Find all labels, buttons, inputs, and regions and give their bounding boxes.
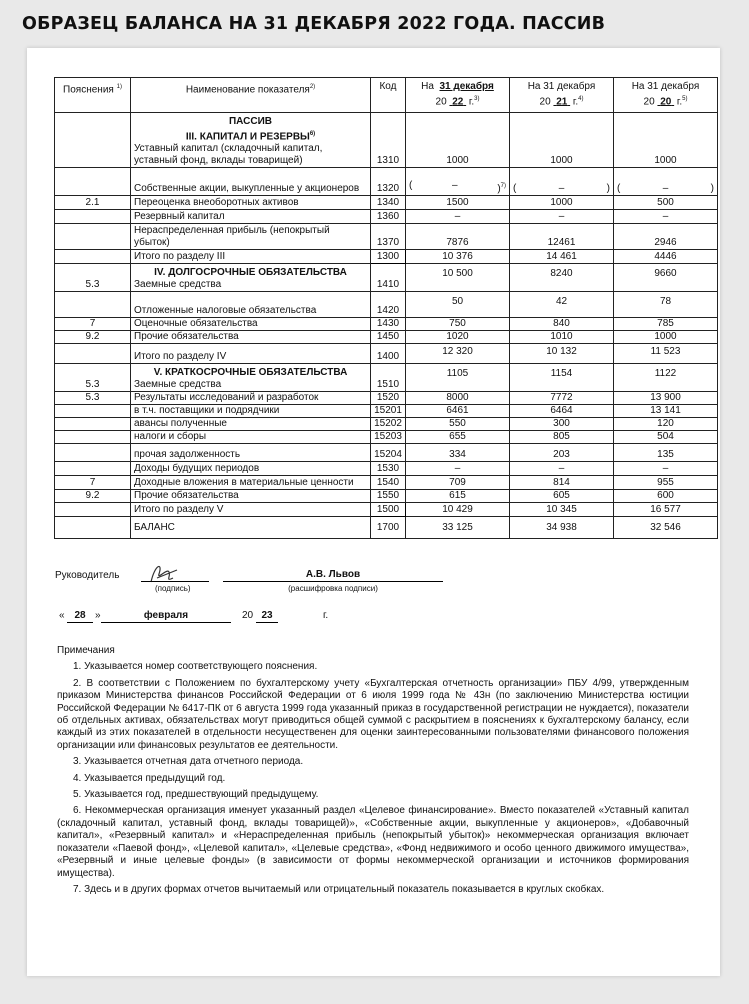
table-cell: 1510 bbox=[371, 364, 406, 392]
signer-name-caption: (расшифровка подписи) bbox=[288, 584, 378, 593]
table-cell bbox=[55, 168, 131, 196]
table-cell: 1370 bbox=[371, 224, 406, 250]
table-cell: 7772 bbox=[510, 392, 614, 405]
table-cell: 1340 bbox=[371, 196, 406, 210]
table-cell: 1020 bbox=[406, 331, 510, 344]
date-quote-open: « bbox=[59, 610, 65, 621]
table-cell: БАЛАНС bbox=[131, 517, 371, 539]
table-cell: 32 546 bbox=[614, 517, 718, 539]
table-cell: 615 bbox=[406, 490, 510, 503]
table-cell: – bbox=[510, 210, 614, 224]
table-cell: 10 132 bbox=[510, 344, 614, 364]
table-cell: – bbox=[406, 462, 510, 476]
table-cell: 709 bbox=[406, 476, 510, 490]
table-cell: 9.2 bbox=[55, 490, 131, 503]
table-cell bbox=[55, 113, 131, 168]
table-cell: Доходные вложения в материальные ценности bbox=[131, 476, 371, 490]
date-month-line bbox=[101, 622, 231, 623]
table-row bbox=[55, 444, 718, 462]
table-cell: 12 320 bbox=[406, 344, 510, 364]
table-cell: – bbox=[614, 462, 718, 476]
note-3: 3. Указывается отчетная дата отчетного периода. bbox=[73, 756, 304, 768]
section-title-passive: ПАССИВ bbox=[228, 115, 272, 127]
table-cell bbox=[55, 418, 131, 431]
table-cell: Переоценка внеоборотных активов bbox=[131, 196, 371, 210]
table-cell: 15201 bbox=[371, 405, 406, 418]
date-day: 28 bbox=[74, 610, 86, 621]
table-cell: 600 bbox=[614, 490, 718, 503]
table-row bbox=[55, 364, 718, 392]
table-cell: 1420 bbox=[371, 292, 406, 318]
table-cell: 13 900 bbox=[614, 392, 718, 405]
table-cell: 5.3 bbox=[55, 264, 131, 292]
table-cell: 11 523 bbox=[614, 344, 718, 364]
note-4: 4. Указывается предыдущий год. bbox=[73, 772, 226, 784]
note-2: 2. В соответствии с Положением по бухгалтерскому учету «Бухгалтерская отчетность организации» ПБУ 4/99, утвержденным приказом Министерства финансов Российской Федерации от 6 июля 1999 года № 43н (по заключению Министерства юстиции Российской Федерации № 6417-ПК от 6 августа 1999 года указанный приказ в государственной регистрации не нуждается), показатели об отдельных активах, обязательствах могут приводиться общей суммой с раскрытием в пояснениях к бухгалтерскому балансу, если каждый из этих показателей в отдельности несущественен для оценки заинтересованными пользователями финансового положения организации или финансовых результатов ее деятельности. bbox=[57, 677, 689, 751]
table-cell: 1550 bbox=[371, 490, 406, 503]
table-cell: 10 500 bbox=[406, 264, 510, 292]
table-cell: 1500 bbox=[371, 503, 406, 517]
table-cell: 334 bbox=[406, 444, 510, 462]
table-row bbox=[55, 292, 718, 318]
table-cell: ПАССИВ III. КАПИТАЛ И РЕЗЕРВЫ$^{6)}$ Уставный капитал (складочный капитал, уставный фонд, вклады товарищей) bbox=[131, 113, 371, 168]
table-cell: Прочие обязательства bbox=[131, 490, 371, 503]
table-row bbox=[55, 224, 718, 250]
table-row bbox=[55, 113, 718, 168]
table-cell: 1122 bbox=[614, 364, 718, 392]
table-cell: Итого по разделу IV bbox=[131, 344, 371, 364]
note-6: 6. Некоммерческая организация именует указанный раздел «Целевое финансирование». Вместо показателей «Уставный капитал (складочный капитал, уставный фонд, вклады товарищей)», «Собственные акции, выкупленные у акционеров», «Добавочный капитал», «Резервный капитал» и «Нераспределенная прибыль (непокрытый убыток)» некоммерческая организация включает показатели «Паевой фонд», «Целевой капитал», «Целевые средства», «Фонд недвижимого и особо ценного движимого имущества», «Резервный и иные целевые фонды» (в зависимости от формы некоммерческой организации и источников формирования имущества). bbox=[57, 805, 689, 879]
date-year-line bbox=[256, 622, 278, 623]
table-cell: Резервный капитал bbox=[131, 210, 371, 224]
table-cell: 10 429 bbox=[406, 503, 510, 517]
table-cell: 500 bbox=[614, 196, 718, 210]
table-cell: – bbox=[406, 210, 510, 224]
table-row bbox=[55, 490, 718, 503]
table-cell: 6464 bbox=[510, 405, 614, 418]
table-cell: 1700 bbox=[371, 517, 406, 539]
table-cell bbox=[55, 210, 131, 224]
note-7: 7. Здесь и в других формах отчетов вычитаемый или отрицательный показатель показывается в круглых скобках. bbox=[73, 883, 605, 895]
table-cell: 34 938 bbox=[510, 517, 614, 539]
table-cell: 15202 bbox=[371, 418, 406, 431]
signature-icon bbox=[143, 560, 183, 586]
table-cell: 504 bbox=[614, 431, 718, 444]
date-year-suffix: г. bbox=[323, 610, 329, 621]
table-cell: 750 bbox=[406, 318, 510, 331]
table-row bbox=[55, 331, 718, 344]
date-year: 23 bbox=[261, 610, 273, 621]
table-row-balance bbox=[55, 517, 718, 539]
table-cell: 8240 bbox=[510, 264, 614, 292]
table-cell bbox=[55, 344, 131, 364]
table-cell: 1000 bbox=[510, 113, 614, 168]
table-cell: 120 bbox=[614, 418, 718, 431]
table-row bbox=[55, 405, 718, 418]
table-cell: 50 bbox=[406, 292, 510, 318]
table-row-total bbox=[55, 344, 718, 364]
table-cell: 1400 bbox=[371, 344, 406, 364]
table-cell: 300 bbox=[510, 418, 614, 431]
table-cell: 1000 bbox=[406, 113, 510, 168]
table-cell: ( – )$^{7)}$ bbox=[406, 168, 510, 196]
table-row-total bbox=[55, 250, 718, 264]
table-cell: в т.ч. поставщики и подрядчики bbox=[131, 405, 371, 418]
table-cell bbox=[55, 517, 131, 539]
table-cell: 16 577 bbox=[614, 503, 718, 517]
table-cell: 655 bbox=[406, 431, 510, 444]
note-1: 1. Указывается номер соответствующего пояснения. bbox=[73, 661, 318, 673]
header-notes: Пояснения $^{1)}$ bbox=[55, 78, 131, 113]
table-cell: авансы полученные bbox=[131, 418, 371, 431]
table-cell: 5.3 bbox=[55, 364, 131, 392]
table-cell: 840 bbox=[510, 318, 614, 331]
table-row bbox=[55, 210, 718, 224]
table-cell: 78 bbox=[614, 292, 718, 318]
table-cell: 7 bbox=[55, 476, 131, 490]
table-cell: IV. ДОЛГОСРОЧНЫЕ ОБЯЗАТЕЛЬСТВА Заемные средства bbox=[131, 264, 371, 292]
table-cell: Отложенные налоговые обязательства bbox=[131, 292, 371, 318]
table-cell: 1540 bbox=[371, 476, 406, 490]
table-cell: 33 125 bbox=[406, 517, 510, 539]
balance-table bbox=[54, 77, 718, 539]
table-cell: Оценочные обязательства bbox=[131, 318, 371, 331]
table-row-total bbox=[55, 503, 718, 517]
table-header-row bbox=[55, 78, 718, 113]
table-cell bbox=[55, 250, 131, 264]
table-cell: 1520 bbox=[371, 392, 406, 405]
section-title-5: V. КРАТКОСРОЧНЫЕ ОБЯЗАТЕЛЬСТВА bbox=[153, 367, 348, 378]
table-cell: 12461 bbox=[510, 224, 614, 250]
table-cell: 550 bbox=[406, 418, 510, 431]
table-cell: 135 bbox=[614, 444, 718, 462]
notes-block bbox=[57, 645, 689, 896]
table-cell: 15203 bbox=[371, 431, 406, 444]
signature-caption: (подпись) bbox=[155, 584, 191, 593]
table-row bbox=[55, 318, 718, 331]
table-cell: 2946 bbox=[614, 224, 718, 250]
signature-line bbox=[141, 581, 209, 582]
table-cell: Прочие обязательства bbox=[131, 331, 371, 344]
table-cell bbox=[55, 224, 131, 250]
table-cell: Собственные акции, выкупленные у акционеров bbox=[131, 168, 371, 196]
date-year-prefix: 20 bbox=[242, 610, 254, 621]
table-cell: 814 bbox=[510, 476, 614, 490]
section-title-4: IV. ДОЛГОСРОЧНЫЕ ОБЯЗАТЕЛЬСТВА bbox=[154, 267, 347, 278]
signer-name: А.В. Львов bbox=[305, 569, 361, 580]
signer-name-line bbox=[223, 581, 443, 582]
table-row bbox=[55, 392, 718, 405]
date-day-line bbox=[67, 622, 93, 623]
table-cell: 955 bbox=[614, 476, 718, 490]
table-cell: 1000 bbox=[510, 196, 614, 210]
table-cell: 203 bbox=[510, 444, 614, 462]
table-cell: 805 bbox=[510, 431, 614, 444]
table-cell: 10 376 bbox=[406, 250, 510, 264]
table-cell bbox=[55, 405, 131, 418]
table-cell: 9.2 bbox=[55, 331, 131, 344]
table-cell: 1105 bbox=[406, 364, 510, 392]
date-month: февраля bbox=[143, 610, 189, 621]
table-cell: 1410 bbox=[371, 264, 406, 292]
page-title: ОБРАЗЕЦ БАЛАНСА НА 31 ДЕКАБРЯ 2022 ГОДА. ПАССИВ bbox=[22, 14, 606, 34]
table-cell bbox=[55, 503, 131, 517]
table-cell bbox=[55, 444, 131, 462]
table-cell: 8000 bbox=[406, 392, 510, 405]
note-5: 5. Указывается год, предшествующий предыдущему. bbox=[73, 789, 319, 801]
table-cell: 605 bbox=[510, 490, 614, 503]
table-cell: Доходы будущих периодов bbox=[131, 462, 371, 476]
table-cell: 1010 bbox=[510, 331, 614, 344]
header-period-3: На 31 декабря 20 20 г.$^{5)}$ bbox=[614, 78, 718, 113]
table-cell: 4446 bbox=[614, 250, 718, 264]
notes-heading: Примечания bbox=[57, 645, 115, 656]
header-period-1: На 31 декабря 20 22 г.$^{3)}$ bbox=[406, 78, 510, 113]
table-cell: V. КРАТКОСРОЧНЫЕ ОБЯЗАТЕЛЬСТВА Заемные средства bbox=[131, 364, 371, 392]
table-cell: 785 bbox=[614, 318, 718, 331]
table-cell: – bbox=[614, 210, 718, 224]
table-cell: 1000 bbox=[614, 331, 718, 344]
table-cell: 42 bbox=[510, 292, 614, 318]
table-cell: 1360 bbox=[371, 210, 406, 224]
table-cell: 1430 bbox=[371, 318, 406, 331]
table-cell: 1000 bbox=[614, 113, 718, 168]
table-cell: 5.3 bbox=[55, 392, 131, 405]
table-cell: 6461 bbox=[406, 405, 510, 418]
table-cell: – bbox=[510, 462, 614, 476]
table-cell: 1530 bbox=[371, 462, 406, 476]
table-row bbox=[55, 196, 718, 210]
head-label: Руководитель bbox=[55, 570, 120, 581]
table-cell: 2.1 bbox=[55, 196, 131, 210]
table-cell: 1500 bbox=[406, 196, 510, 210]
table-cell: 15204 bbox=[371, 444, 406, 462]
table-cell: 7876 bbox=[406, 224, 510, 250]
header-name: Наименование показателя$^{2)}$ bbox=[131, 78, 371, 113]
table-cell: 1450 bbox=[371, 331, 406, 344]
table-cell bbox=[55, 462, 131, 476]
table-row bbox=[55, 264, 718, 292]
table-cell: налоги и сборы bbox=[131, 431, 371, 444]
table-cell: прочая задолженность bbox=[131, 444, 371, 462]
table-cell: ( – ) bbox=[614, 168, 718, 196]
table-cell: Итого по разделу III bbox=[131, 250, 371, 264]
table-cell bbox=[55, 292, 131, 318]
table-cell: Итого по разделу V bbox=[131, 503, 371, 517]
table-row bbox=[55, 462, 718, 476]
table-row bbox=[55, 418, 718, 431]
table-cell: Нераспределенная прибыль (непокрытый убыток) bbox=[131, 224, 371, 250]
table-cell: 14 461 bbox=[510, 250, 614, 264]
header-period-2: На 31 декабря 20 21 г.$^{4)}$ bbox=[510, 78, 614, 113]
table-row bbox=[55, 476, 718, 490]
table-cell: 1320 bbox=[371, 168, 406, 196]
table-cell: 1310 bbox=[371, 113, 406, 168]
table-cell: 9660 bbox=[614, 264, 718, 292]
table-cell bbox=[55, 431, 131, 444]
section-title-3: III. КАПИТАЛ И РЕЗЕРВЫ$^{6)}$ bbox=[185, 130, 316, 142]
table-cell: 1154 bbox=[510, 364, 614, 392]
table-cell: 1300 bbox=[371, 250, 406, 264]
table-row bbox=[55, 431, 718, 444]
table-row bbox=[55, 168, 718, 196]
date-quote-close: » bbox=[95, 610, 101, 621]
header-code: Код bbox=[371, 78, 406, 113]
table-cell: 13 141 bbox=[614, 405, 718, 418]
balance-sheet-document bbox=[27, 48, 720, 976]
table-cell: ( – ) bbox=[510, 168, 614, 196]
table-cell: 7 bbox=[55, 318, 131, 331]
table-cell: 10 345 bbox=[510, 503, 614, 517]
table-cell: Результаты исследований и разработок bbox=[131, 392, 371, 405]
